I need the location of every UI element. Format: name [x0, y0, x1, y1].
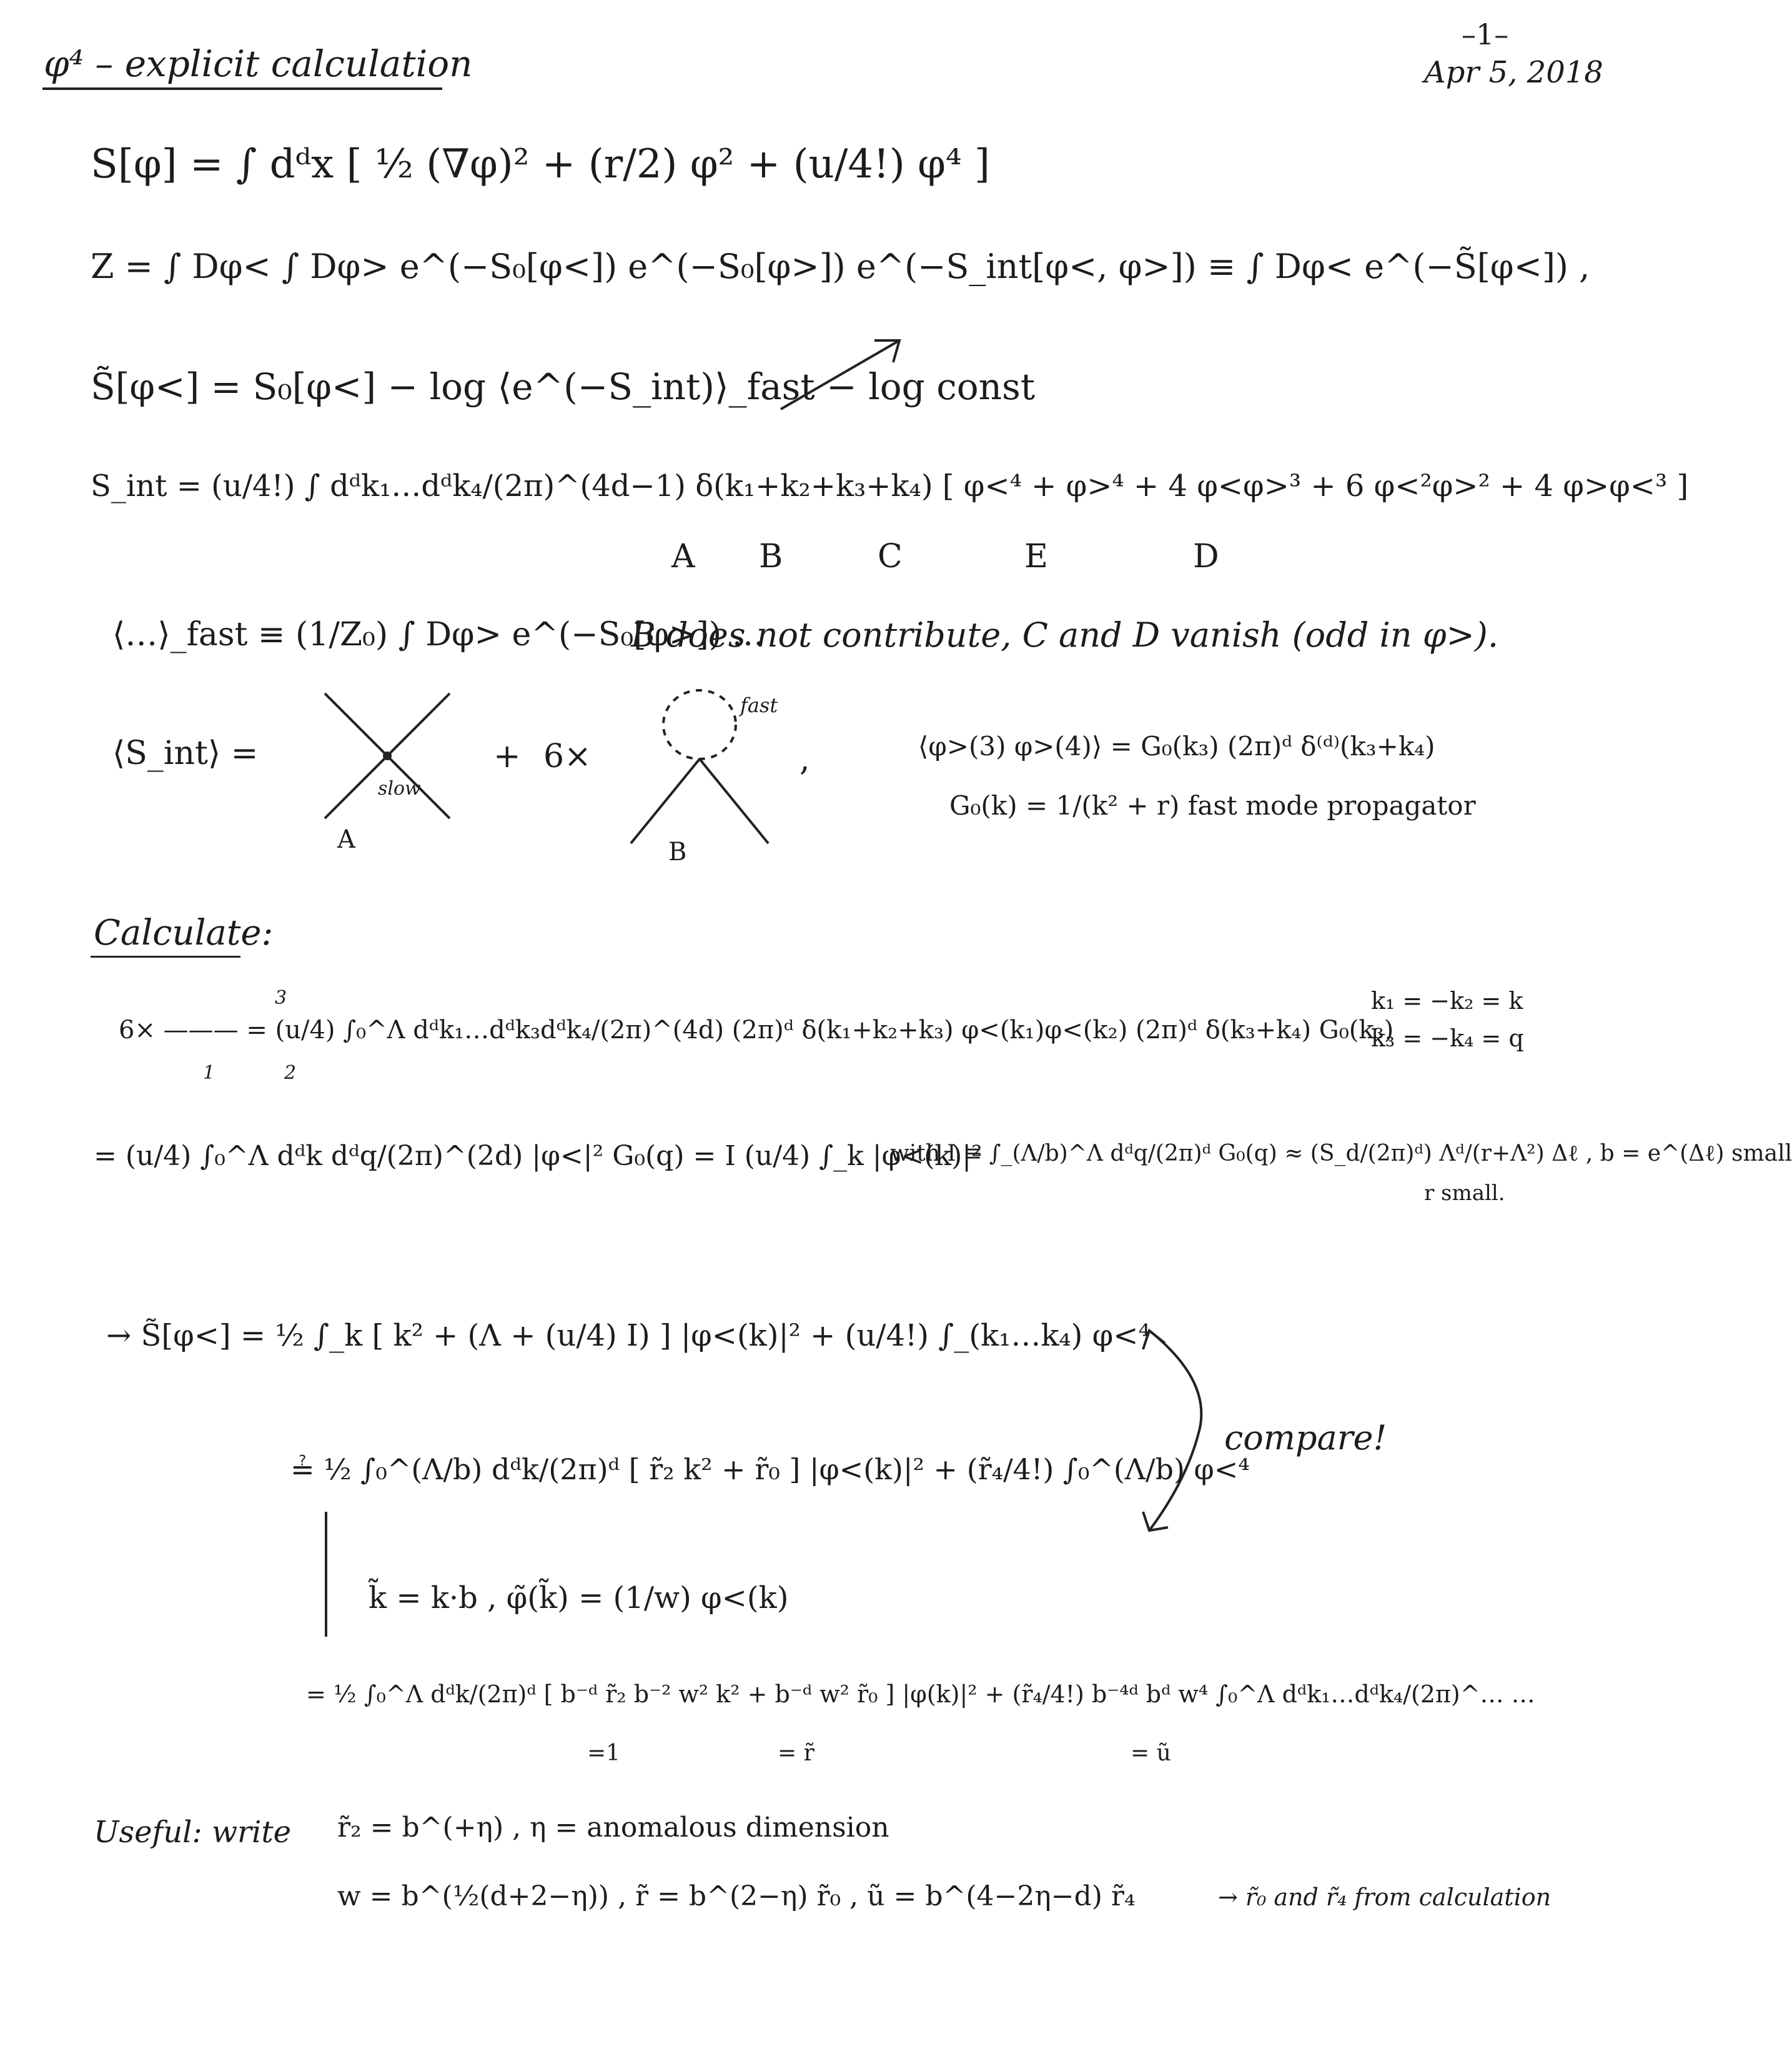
useful-eta: r̃₂ = b^(+η) , η = anomalous dimension [337, 1812, 889, 1843]
term-label-e: E [1024, 538, 1048, 575]
compare-note: compare! [1224, 1418, 1387, 1457]
diagram-a-slow-label: slow [378, 778, 421, 800]
page-date: Apr 5, 2018 [1424, 55, 1603, 90]
calc-integral-i: with I ≡ ∫_(Λ/b)^Λ dᵈq/(2π)ᵈ G₀(q) ≈ (S_d/(2π)ᵈ) Λᵈ/(r+Λ²) Δℓ , b = e^(Δℓ) small [890, 1141, 1792, 1166]
calculate-underline [91, 956, 240, 958]
calc-node-1: 1 [203, 1062, 215, 1084]
under-label-u: = ũ [1131, 1740, 1171, 1766]
partition-equation: Z = ∫ Dφ< ∫ Dφ> e^(−S₀[φ<]) e^(−S₀[φ>]) e^(−S_int[φ<, φ>]) ≡ ∫ Dφ< e^(−S̃[φ<]) , [91, 247, 1590, 286]
page-title: φ⁴ – explicit calculation [44, 42, 473, 85]
strike-arrow [775, 331, 912, 419]
useful-label: Useful: write [94, 1815, 292, 1850]
diagram-b-fast-label: fast [740, 693, 778, 717]
diagram-a-label: A [337, 825, 355, 854]
sint-average-plus: + [493, 738, 521, 775]
sint-average-lhs: ⟨S_int⟩ = [112, 735, 259, 772]
action-equation: S[φ] = ∫ dᵈx [ ½ (∇φ)² + (r/2) φ² + (u/4!) φ⁴ ] [91, 141, 990, 187]
term-label-a: A [671, 538, 695, 575]
calculate-heading: Calculate: [94, 913, 274, 953]
compare-bracket [1131, 1324, 1218, 1537]
result-step-3: = ½ ∫₀^Λ dᵈk/(2π)ᵈ [ b⁻ᵈ r̃₂ b⁻² w² k² + b⁻ᵈ w² r̃₀ ] |φ(k)|² + (r̃₄/4!) b⁻⁴ᵈ bᵈ w⁴ ∫₀^Λ dᵈk₁…dᵈk₄/(2π)^… … [306, 1680, 1535, 1708]
useful-conclusion: → r̃₀ and r̃₄ from calculation [1218, 1883, 1552, 1911]
propagator-definition: G₀(k) = 1/(k² + r) fast mode propagator [949, 790, 1476, 821]
sint-equation: S_int = (u/4!) ∫ dᵈk₁…dᵈk₄/(2π)^(4d−1) δ(k₁+k₂+k₃+k₄) [ φ<⁴ + φ>⁴ + 4 φ<φ>³ + 6 φ<²φ>² + 4 φ>φ<³ ] [91, 469, 1689, 504]
title-underline [42, 87, 442, 90]
calc-node-3: 3 [275, 987, 287, 1009]
calc-side-k: k₁ = −k₂ = k [1371, 987, 1523, 1015]
term-label-b: B [759, 538, 783, 575]
diagram-b-label: B [668, 838, 687, 866]
calc-node-2: 2 [284, 1062, 297, 1084]
result-step-2: ≟ ½ ∫₀^(Λ/b) dᵈk/(2π)ᵈ [ r̃₂ k² + r̃₀ ] |φ<(k)|² + (r̃₄/4!) ∫₀^(Λ/b) φ<⁴ [290, 1452, 1250, 1486]
result-step-1: → S̃[φ<] = ½ ∫_k [ k² + (Λ + (u/4) I) ] |φ<(k)|² + (u/4!) ∫_(k₁…k₄) φ<⁴ [106, 1318, 1151, 1353]
term-label-d: D [1193, 538, 1219, 575]
under-label-r: = r̃ [778, 1740, 814, 1766]
propagator-correlator: ⟨φ>(3) φ>(4)⟩ = G₀(k₃) (2π)ᵈ δ⁽ᵈ⁾(k₃+k₄) [918, 731, 1435, 762]
derivation-bracket [325, 1512, 327, 1637]
fast-average-definition: ⟨…⟩_fast ≡ (1/Z₀) ∫ Dφ> e^(−S₀[φ>]) … [112, 616, 765, 653]
useful-scaling: w = b^(½(d+2−η)) , r̃ = b^(2−η) r̃₀ , ũ = b^(4−2η−d) r̃₄ [337, 1880, 1136, 1912]
diagram-a-vertex [312, 681, 462, 831]
fast-average-note: B does not contribute, C and D vanish (odd in φ>). [631, 615, 1498, 655]
effective-action-equation: S̃[φ<] = S₀[φ<] − log ⟨e^(−S_int)⟩_fast − log const [91, 365, 1036, 408]
page-number: –1– [1462, 17, 1509, 51]
rescaling-definition: k̃ = k·b , φ̃(k̃) = (1/w) φ<(k) [369, 1580, 789, 1615]
calc-side-q: k₃ = −k₄ = q [1371, 1025, 1524, 1052]
calc-step-1: 6× ——— = (u/4) ∫₀^Λ dᵈk₁…dᵈk₃dᵈk₄/(2π)^(4d) (2π)ᵈ δ(k₁+k₂+k₃) φ<(k₁)φ<(k₂) (2π)ᵈ δ(k₃+k₄) G₀(k₃) [119, 1016, 1394, 1044]
sint-average-coefficient: 6× [543, 738, 592, 775]
calc-step-2: = (u/4) ∫₀^Λ dᵈk dᵈq/(2π)^(2d) |φ<|² G₀(q) = I (u/4) ∫_k |φ<(k)|² [94, 1140, 983, 1172]
sint-average-comma: , [799, 741, 810, 778]
under-label-one: =1 [587, 1740, 621, 1766]
calc-r-small: r small. [1424, 1181, 1505, 1206]
term-label-c: C [878, 538, 903, 575]
